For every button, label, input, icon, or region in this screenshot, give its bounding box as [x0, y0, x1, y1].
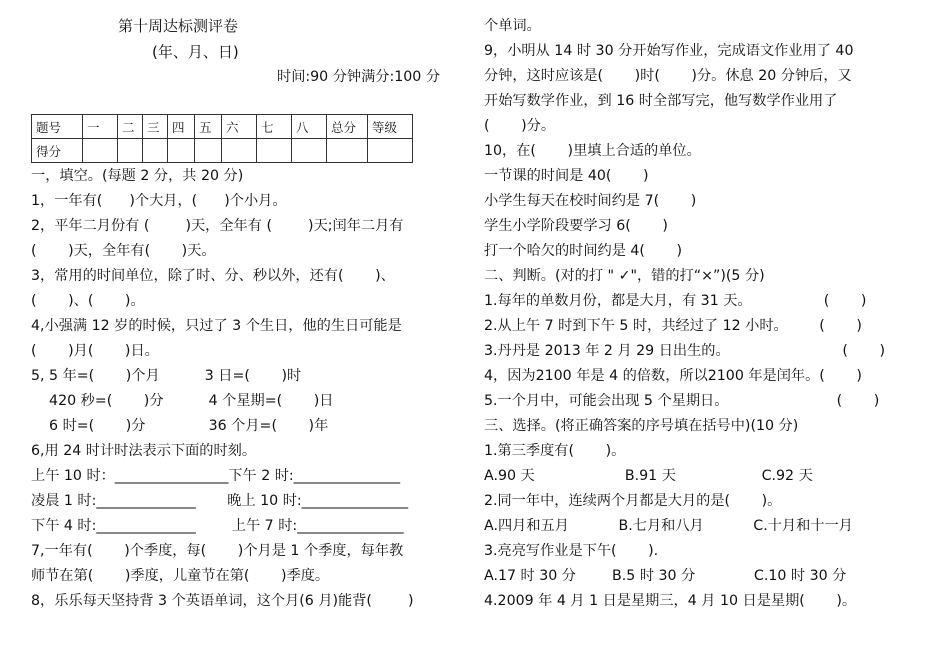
question-line: 2.同一年中，连续两个月都是大月的是( )。 — [484, 493, 782, 509]
question-line: 1.每年的单数月份，都是大月，有 31 天。 ( ) — [484, 293, 867, 309]
question-line: 学生小学阶段要学习 6( ) — [484, 218, 668, 234]
question-line: 4.2009 年 4 月 1 日是星期三，4 月 10 日是星期( )。 — [484, 593, 857, 609]
answer-options: A.四月和五月 B.七月和八月 C.十月和十一月 — [484, 518, 853, 534]
score-input-cell — [257, 139, 292, 163]
question-line: 4,小强满 12 岁的时候，只过了 3 个生日，他的生日可能是 — [31, 318, 402, 334]
score-input-cell — [83, 139, 118, 163]
question-line: 1.第三季度有( )。 — [484, 443, 626, 459]
question-line: 分钟，这时应该是( )时( )分。休息 20 分钟后，又 — [484, 68, 852, 84]
question-line: 师节在第( )季度，儿童节在第( )季度。 — [31, 568, 330, 584]
question-line: 6 时=( )分 36 个月=( )年 — [31, 418, 329, 434]
page-subtitle: (年、月、日) — [152, 43, 239, 61]
question-line: 420 秒=( )分 4 个星期=( )日 — [31, 393, 334, 409]
question-line: ( )、( )。 — [31, 293, 145, 309]
section-1-heading: 一，填空。(每题 2 分，共 20 分) — [31, 168, 244, 184]
question-line: 3.丹丹是 2013 年 2 月 29 日出生的。 ( ) — [484, 343, 886, 359]
answer-options: A.17 时 30 分 B.5 时 30 分 C.10 时 30 分 — [484, 568, 847, 584]
section-3-heading: 三、选择。(将正确答案的序号填在括号中)(10 分) — [484, 418, 799, 434]
score-row-label: 得分 — [32, 139, 83, 163]
question-line: 1，一年有( )个大月，( )个小月。 — [31, 193, 287, 209]
question-line: 个单词。 — [484, 18, 541, 34]
score-cell: 四 — [168, 115, 195, 139]
question-line: 6,用 24 时计时法表示下面的时刻。 — [31, 443, 257, 459]
answer-options: A.90 天 B.91 天 C.92 天 — [484, 468, 813, 484]
score-cell: 等级 — [368, 115, 413, 139]
question-line: 2，平年二月份有 ( )天，全年有 ( )天;闰年二月有 — [31, 218, 404, 234]
question-line: 3，常用的时间单位，除了时、分、秒以外，还有( )、 — [31, 268, 395, 284]
score-input-cell — [292, 139, 327, 163]
question-line: 凌晨 1 时:______________ 晚上 10 时:_______________ — [31, 493, 409, 509]
score-cell: 题号 — [32, 115, 83, 139]
question-line: 一节课的时间是 40( ) — [484, 168, 649, 184]
question-line: 5, 5 年=( )个月 3 日=( )时 — [31, 368, 302, 384]
question-line: 5.一个月中，可能会出现 5 个星期日。 ( ) — [484, 393, 880, 409]
score-input-cell — [168, 139, 195, 163]
score-cell: 八 — [292, 115, 327, 139]
score-input-cell — [368, 139, 413, 163]
score-input-cell — [327, 139, 368, 163]
score-table-score-row — [32, 139, 413, 163]
score-cell: 七 — [257, 115, 292, 139]
question-line: 开始写数学作业，到 16 时全部写完，他写数学作业用了 — [484, 93, 838, 109]
section-2-heading: 二、判断。(对的打 " ✓"，错的打“×”)(5 分) — [484, 268, 765, 284]
question-line: 8，乐乐每天坚持背 3 个英语单词，这个月(6 月)能背( ) — [31, 593, 414, 609]
question-line: ( )分。 — [484, 118, 556, 134]
score-input-cell — [195, 139, 222, 163]
question-line: 3.亮亮写作业是下午( ). — [484, 543, 659, 559]
question-line: 小学生每天在校时间约是 7( ) — [484, 193, 697, 209]
question-line: 下午 4 时:______________ 上午 7 时:_______________ — [31, 518, 404, 534]
score-cell: 一 — [83, 115, 118, 139]
question-line: 打一个哈欠的时间约是 4( ) — [484, 243, 683, 259]
question-line: 上午 10 时：________________下午 2 时:_______________ — [31, 468, 401, 484]
score-input-cell — [118, 139, 143, 163]
question-line: 2.从上午 7 时到下午 5 时，共经过了 12 小时。 ( ) — [484, 318, 862, 334]
score-cell: 二 — [118, 115, 143, 139]
question-line: ( )天，全年有( )天。 — [31, 243, 216, 259]
score-cell: 六 — [222, 115, 257, 139]
time-info: 时间:90 分钟满分:100 分 — [277, 69, 441, 85]
question-line: ( )月( )日。 — [31, 343, 159, 359]
score-cell: 五 — [195, 115, 222, 139]
score-input-cell — [143, 139, 168, 163]
question-line: 7,一年有( )个季度，每( )个月是 1 个季度，每年教 — [31, 543, 404, 559]
score-cell: 三 — [143, 115, 168, 139]
question-line: 4，因为2100 年是 4 的倍数，所以2100 年是闰年。( ) — [484, 368, 862, 384]
question-line: 10，在( )里填上合适的单位。 — [484, 143, 701, 159]
question-line: 9，小明从 14 时 30 分开始写作业，完成语文作业用了 40 — [484, 43, 854, 59]
score-input-cell — [222, 139, 257, 163]
page-title: 第十周达标测评卷 — [118, 17, 239, 35]
score-cell: 总分 — [327, 115, 368, 139]
score-table — [31, 114, 413, 163]
score-table-header-row — [32, 115, 413, 139]
